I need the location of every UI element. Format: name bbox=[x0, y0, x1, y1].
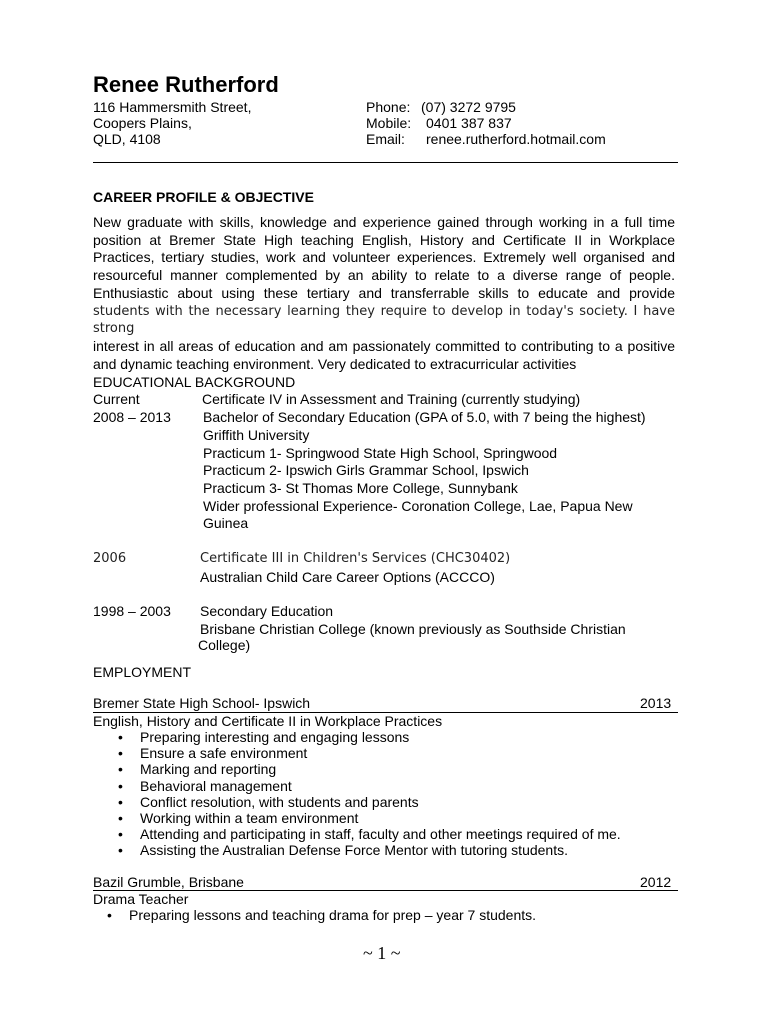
education-1998-line: Secondary Education bbox=[200, 603, 334, 619]
profile-line: interest in all areas of education and am passionately committed to contributing to a positive bbox=[93, 337, 675, 354]
profile-line: Practices, tertiary studies, work and volunteer experiences. Extremely well organised and bbox=[93, 249, 675, 266]
phone-label: Phone: bbox=[366, 99, 411, 115]
mobile-label: Mobile: bbox=[366, 115, 412, 131]
education-2008-line: Practicum 2- Ipswich Girls Grammar School, Ipswich bbox=[203, 462, 529, 478]
job-role: English, History and Certificate II in Workplace Practices bbox=[93, 713, 443, 729]
education-1998-line: Brisbane Christian College (known previously as Southside Christian bbox=[200, 621, 626, 637]
address-line-1: 116 Hammersmith Street, bbox=[93, 99, 252, 115]
resume-name: Renee Rutherford bbox=[93, 72, 279, 97]
education-2008-line: Griffith University bbox=[203, 427, 310, 443]
address-line-3: QLD, 4108 bbox=[93, 131, 161, 147]
list-item: • Ensure a safe environment bbox=[118, 745, 621, 761]
education-2008-line: Practicum 3- St Thomas More College, Sunnybank bbox=[203, 480, 518, 496]
list-item: • Attending and participating in staff, faculty and other meetings required of me. bbox=[118, 826, 621, 842]
job-employer: Bazil Grumble, Brisbane bbox=[93, 874, 244, 890]
list-item: • Working within a team environment bbox=[118, 810, 621, 826]
job-year: 2013 bbox=[640, 695, 672, 711]
job-year: 2012 bbox=[640, 874, 672, 890]
job-duties-list bbox=[118, 729, 621, 859]
education-current-text: Certificate IV in Assessment and Training (currently studying) bbox=[202, 391, 581, 407]
mobile-value: 0401 387 837 bbox=[426, 115, 512, 131]
education-heading: EDUCATIONAL BACKGROUND bbox=[93, 374, 296, 390]
profile-line: position at Bremer State High teaching English, History and Certificate II in Workplace bbox=[93, 231, 675, 248]
profile-line: resourceful manner complemented by an ability to relate to a diverse range of people. bbox=[93, 267, 675, 284]
email-label: Email: bbox=[366, 131, 405, 147]
education-2006-line: Australian Child Care Career Options (ACCCO) bbox=[200, 569, 495, 585]
education-2008-label: 2008 – 2013 bbox=[93, 409, 171, 425]
education-2008-line: Guinea bbox=[203, 515, 249, 531]
profile-line: Enthusiastic about using these tertiary and transferrable skills to educate and provide bbox=[93, 284, 675, 301]
education-1998-line: College) bbox=[198, 637, 251, 653]
education-2008-line: Wider professional Experience- Coronation College, Lae, Papua New bbox=[203, 498, 633, 514]
list-item: • Preparing interesting and engaging lessons bbox=[118, 729, 621, 745]
header-divider bbox=[93, 162, 678, 163]
employment-heading: EMPLOYMENT bbox=[93, 664, 192, 680]
education-2008-line: Bachelor of Secondary Education (GPA of 5.0, with 7 being the highest) bbox=[203, 409, 646, 425]
education-1998-label: 1998 – 2003 bbox=[93, 603, 171, 619]
list-item: • Behavioral management bbox=[118, 778, 621, 794]
list-item: • Assisting the Australian Defense Force Mentor with tutoring students. bbox=[118, 842, 621, 858]
page-number: ~ 1 ~ bbox=[363, 943, 401, 963]
profile-paragraph bbox=[93, 214, 675, 373]
list-item: • Marking and reporting bbox=[118, 761, 621, 777]
job-duties-list bbox=[107, 907, 536, 923]
profile-line: New graduate with skills, knowledge and experience gained through working in a full time bbox=[93, 214, 675, 230]
list-item: • Conflict resolution, with students and parents bbox=[118, 794, 621, 810]
job-role: Drama Teacher bbox=[93, 891, 189, 907]
profile-heading: CAREER PROFILE & OBJECTIVE bbox=[93, 189, 314, 205]
education-current-label: Current bbox=[93, 391, 140, 407]
job-employer: Bremer State High School- Ipswich bbox=[93, 695, 311, 711]
education-2008-line: Practicum 1- Springwood State High School, Springwood bbox=[203, 445, 558, 461]
email-value: renee.rutherford.hotmail.com bbox=[426, 131, 606, 147]
profile-line: and dynamic teaching environment. Very dedicated to extracurricular activities bbox=[93, 355, 577, 372]
address-line-2: Coopers Plains, bbox=[93, 115, 192, 131]
education-2006-line: Certificate III in Children's Services (CHC30402) bbox=[200, 551, 511, 566]
phone-value: (07) 3272 9795 bbox=[421, 99, 516, 115]
profile-line: students with the necessary learning they require to develop in today's society. I have strong bbox=[93, 303, 675, 337]
education-2006-label: 2006 bbox=[93, 551, 127, 566]
list-item: • Preparing lessons and teaching drama for prep – year 7 students. bbox=[107, 907, 536, 923]
